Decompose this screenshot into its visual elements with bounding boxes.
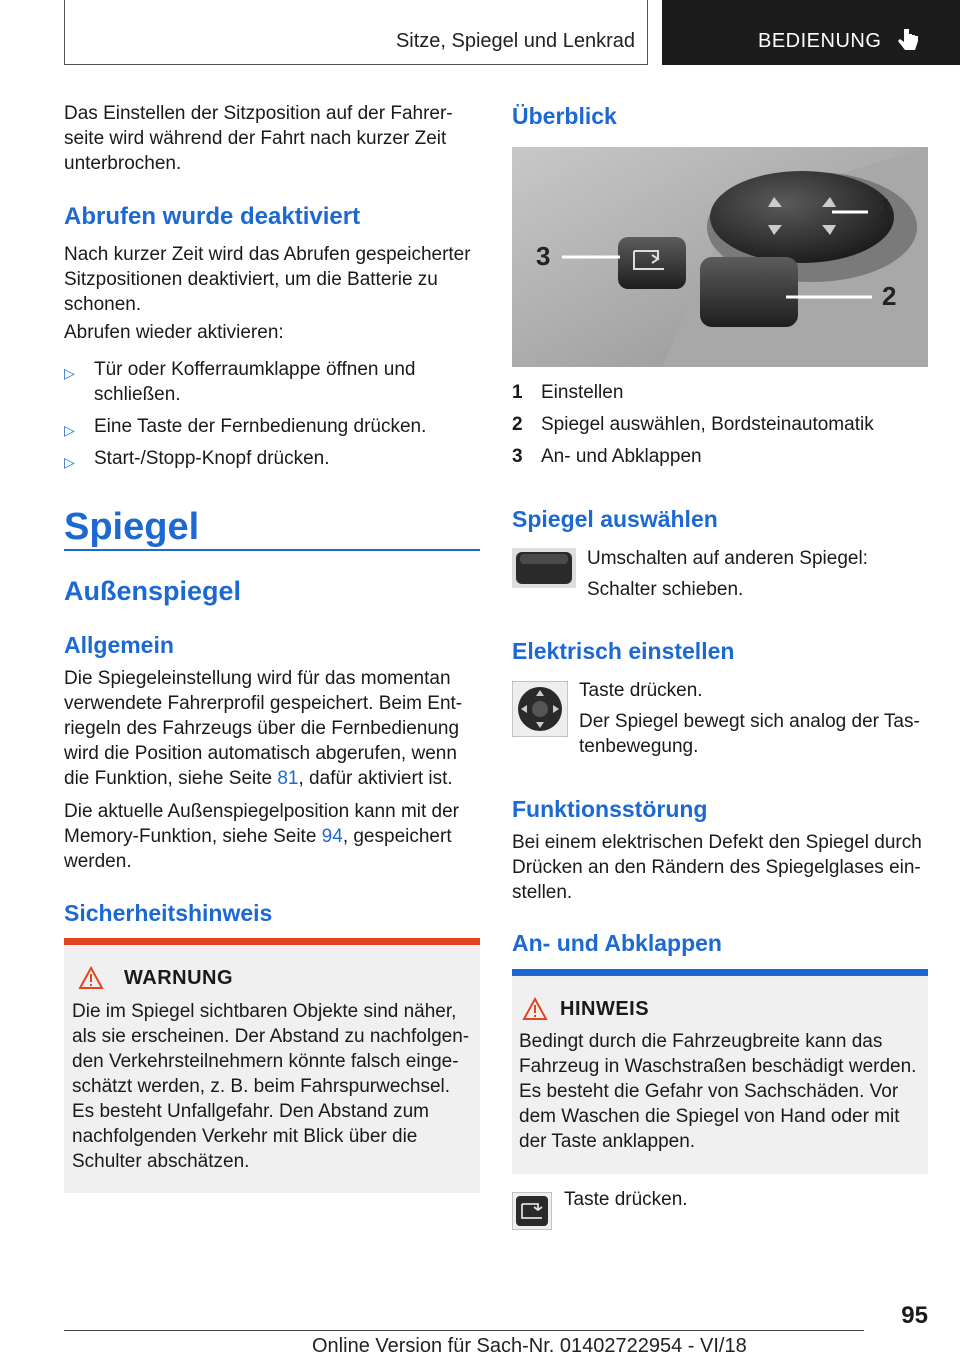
online-version-note: Online Version für Sach-Nr. 01402722954 - VI/18 [312,1335,747,1357]
direction-pad-icon [512,681,568,737]
intro-paragraph: Das Einstellen der Sitzposition auf der Fahrer- seite wird während der Fahrt nach kurzer Zeit unterbrochen. [64,103,453,174]
general-heading: Allgemein [64,632,174,658]
header-chapter-title: BEDIENUNG [758,30,882,52]
chapter-title: Spiegel [64,506,200,548]
safety-heading: Sicherheitshinweis [64,900,273,926]
page-link-81[interactable]: 81 [277,768,299,789]
bullet-triangle-icon: ▷ [64,365,75,381]
warning-triangle-icon [78,966,104,990]
recall-paragraph: Nach kurzer Zeit wird das Abrufen gespeicherter Sitzpositionen deaktiviert, um die Batterie zu schonen. [64,244,471,315]
overview-heading: Überblick [512,103,617,129]
notice-box [512,969,928,1174]
electric-heading: Elektrisch einstellen [512,638,735,664]
select-heading: Spiegel auswählen [512,506,718,532]
fault-paragraph: Bei einem elektrischen Defekt den Spiegel durch Drücken an den Rändern des Spiegelglases ein-stellen. [512,832,922,903]
fold-heading: An- und Abklappen [512,930,722,956]
page-number: 95 [901,1302,928,1329]
electric-line-2: Der Spiegel bewegt sich analog der Tas-tenbewegung. [579,711,920,757]
electric-line-1: Taste drücken. [579,680,703,701]
warning-label: WARNUNG [124,967,234,989]
notice-bar [512,969,928,976]
page-link-94[interactable]: 94 [321,826,343,847]
fold-mirror-button-icon [512,1192,552,1230]
reactivate-label: Abrufen wieder aktivieren: [64,322,284,343]
warning-box [64,938,480,1193]
notice-text: Bedingt durch die Fahrzeugbreite kann das Fahrzeug in Waschstraßen beschädigt werden. Es besteht die Gefahr von Sachschäden. Vor dem Waschen die Spiegel von Hand oder mit der Taste anklappen. [519,1031,917,1152]
chapter-divider [64,549,480,551]
section-title: Außenspiegel [64,576,242,606]
hand-pointer-icon [894,26,922,54]
select-line-1: Umschalten auf anderen Spiegel: [587,548,868,569]
notice-label: HINWEIS [560,998,650,1020]
general-paragraph-2: Die aktuelle Außenspiegelposition kann mit der Memory-Funktion, siehe Seite 94, gespeichert werden. [64,801,460,872]
figure-label-1: 1 [878,193,893,223]
fault-heading: Funktionsstörung [512,796,708,822]
bullet-triangle-icon: ▷ [64,422,75,438]
warning-bar [64,938,480,945]
warning-triangle-icon [522,997,548,1021]
fold-line: Taste drücken. [564,1189,688,1210]
header-section-title: Sitze, Spiegel und Lenkrad [395,30,635,52]
figure-label-3: 3 [536,241,551,271]
mirror-control-photo [512,147,928,367]
header-section-box [64,0,648,65]
figure-label-2: 2 [882,281,897,311]
mirror-select-switch-icon [512,548,576,588]
recall-heading: Abrufen wurde deaktiviert [64,203,361,230]
select-line-2: Schalter schieben. [587,579,744,600]
bullet-triangle-icon: ▷ [64,454,75,470]
general-paragraph-1: Die Spiegeleinstellung wird für das momentan verwendete Fahrerprofil gespeichert. Beim Ent-riegeln des Fahrzeugs über die Fernbedienung wird die Position automatisch abgerufen, wenn die Funktion, siehe Seite 81, dafür aktiviert ist. [64,668,463,789]
header-chapter-box [662,0,960,65]
footer-divider [64,1330,864,1331]
warning-text: Die im Spiegel sichtbaren Objekte sind näher, als sie erscheinen. Der Abstand zu nachfolgen-den Verkehrsteilnehmern könnte falsch einge-schätzt werden, z. B. beim Fahrspurwechsel. Es besteht Unfallgefahr. Den Abstand zum nachfolgenden Verkehr mit Blick über die Schulter abschätzen. [72,1001,470,1172]
